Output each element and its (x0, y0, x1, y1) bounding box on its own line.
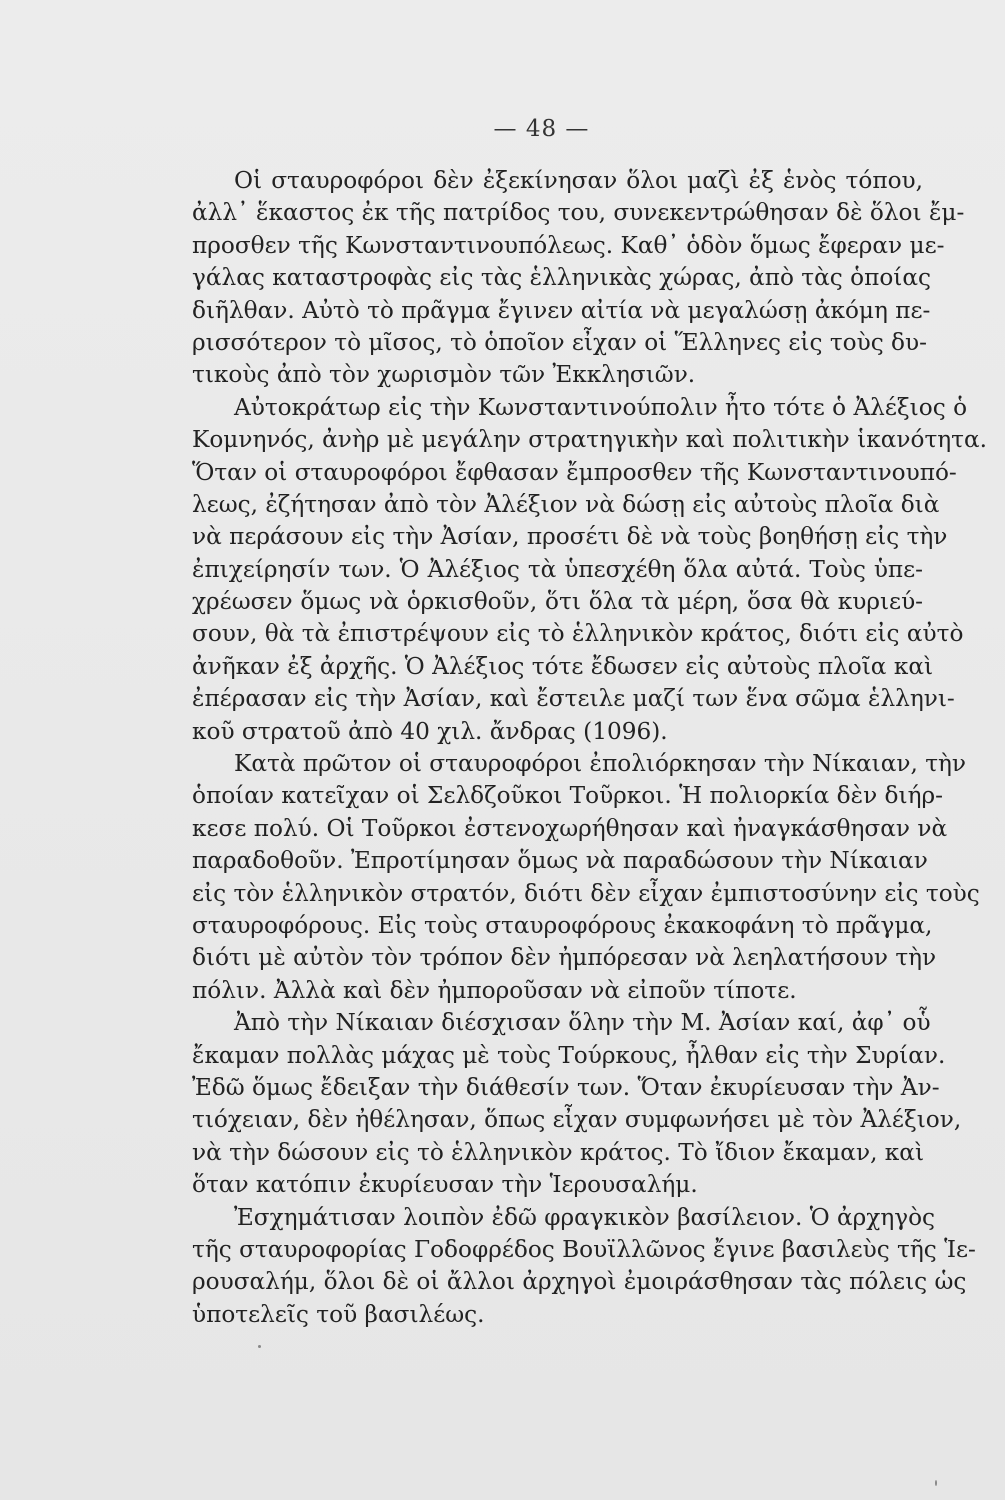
page-number: — 48 — (493, 116, 590, 142)
text-line: εἰς τὸν ἑλληνικὸν στρατόν, διότι δὲν εἶχαν ἐμπιστοσύνην εἰς τοὺς (192, 879, 980, 907)
text-line: κεσε πολύ. Οἱ Τοῦρκοι ἐστενοχωρήθησαν καὶ ἠναγκάσθησαν νὰ (192, 814, 948, 842)
text-line: ἀνῆκαν ἐξ ἀρχῆς. Ὁ Ἀλέξιος τότε ἔδωσεν εἰς αὐτοὺς πλοῖα καὶ (192, 652, 934, 680)
text-line: τῆς σταυροφορίας Γοδοφρέδος Βουϊλλῶνος ἔγινε βασιλεὺς τῆς Ἱε- (192, 1235, 976, 1263)
text-line: παραδοθοῦν. Ἐπροτίμησαν ὅμως νὰ παραδώσουν τὴν Νίκαιαν (192, 847, 928, 875)
text-line: νὰ περάσουν εἰς τὴν Ἀσίαν, προσέτι δὲ νὰ τοὺς βοηθήσῃ εἰς τὴν (192, 523, 948, 551)
body-text (192, 165, 988, 1331)
text-line: κοῦ στρατοῦ ἀπὸ 40 χιλ. ἄνδρας (1096). (192, 717, 668, 745)
paragraph-5 (192, 1202, 976, 1332)
text-line: λεως, ἐζήτησαν ἀπὸ τὸν Ἀλέξιον νὰ δώσῃ εἰς αὐτοὺς πλοῖα διὰ (192, 490, 940, 518)
text-line: διότι μὲ αὐτὸν τὸν τρόπον δὲν ἠμπόρεσαν νὰ λεηλατήσουν τὴν (192, 944, 937, 972)
paper-speck (258, 1345, 261, 1348)
text-line: Ἀπὸ τὴν Νίκαιαν διέσχισαν ὅλην τὴν Μ. Ἀσίαν καί, ἀφ᾽ οὗ (234, 1009, 931, 1037)
paragraph-1 (192, 165, 965, 392)
text-line: διῆλθαν. Αὐτὸ τὸ πρᾶγμα ἔγινεν αἰτία νὰ μεγαλώσῃ ἀκόμη πε- (192, 296, 931, 324)
text-line: γάλας καταστροφὰς εἰς τὰς ἑλληνικὰς χώρας, ἀπὸ τὰς ὁποίας (192, 264, 932, 292)
text-line: ὁποίαν κατεῖχαν οἱ Σελδζοῦκοι Τοῦρκοι. Ἡ πολιορκία δὲν διήρ- (192, 782, 943, 810)
paragraph-4 (192, 1007, 962, 1201)
text-line: Αὐτοκράτωρ εἰς τὴν Κωνσταντινούπολιν ἦτο τότε ὁ Ἀλέξιος ὁ (234, 393, 968, 421)
text-line: τικοὺς ἀπὸ τὸν χωρισμὸν τῶν Ἐκκλησιῶν. (192, 361, 696, 389)
text-line: σταυροφόρους. Εἰς τοὺς σταυροφόρους ἐκακοφάνη τὸ πρᾶγμα, (192, 911, 933, 939)
text-line: σουν, θὰ τὰ ἐπιστρέψουν εἰς τὸ ἑλληνικὸν κράτος, διότι εἰς αὐτὸ (192, 620, 964, 648)
text-line: Κομνηνός, ἀνὴρ μὲ μεγάλην στρατηγικὴν καὶ πολιτικὴν ἱκανότητα. (192, 426, 988, 454)
text-line: ἀλλ᾽ ἕκαστος ἐκ τῆς πατρίδος του, συνεκεντρώθησαν δὲ ὅλοι ἔμ- (192, 199, 965, 227)
text-line: Ὅταν οἱ σταυροφόροι ἔφθασαν ἔμπροσθεν τῆς Κωνσταντινουπό- (192, 458, 957, 486)
text-line: ἐπιχείρησίν των. Ὁ Ἀλέξιος τὰ ὑπεσχέθη ὅλα αὐτά. Τοὺς ὑπε- (192, 555, 923, 583)
paper-speck (935, 1480, 937, 1486)
text-line: ρισσότερον τὸ μῖσος, τὸ ὁποῖον εἶχαν οἱ Ἕλληνες εἰς τοὺς δυ- (192, 328, 927, 356)
text-line: ρουσαλήμ, ὅλοι δὲ οἱ ἄλλοι ἀρχηγοὶ ἐμοιράσθησαν τὰς πόλεις ὡς (192, 1268, 967, 1296)
text-line: ἔκαμαν πολλὰς μάχας μὲ τοὺς Τούρκους, ἦλθαν εἰς τὴν Συρίαν. (192, 1041, 946, 1069)
text-line: Κατὰ πρῶτον οἱ σταυροφόροι ἐπολιόρκησαν τὴν Νίκαιαν, τὴν (234, 750, 967, 778)
text-line: τιόχειαν, δὲν ἠθέλησαν, ὅπως εἶχαν συμφωνήσει μὲ τὸν Ἀλέξιον, (192, 1106, 962, 1134)
text-line: Οἱ σταυροφόροι δὲν ἐξεκίνησαν ὅλοι μαζὶ ἐξ ἑνὸς τόπου, (234, 167, 923, 194)
text-line: Ἐδῶ ὅμως ἔδειξαν τὴν διάθεσίν των. Ὅταν ἐκυρίευσαν τὴν Ἀν- (192, 1073, 940, 1101)
text-line: ὑποτελεῖς τοῦ βασιλέως. (192, 1300, 485, 1328)
text-line: προσθεν τῆς Κωνσταντινουπόλεως. Καθ᾽ ὁδὸν ὅμως ἔφεραν με- (192, 231, 945, 259)
paragraph-3 (192, 748, 980, 1007)
paragraph-2 (192, 392, 988, 748)
text-line: ἐπέρασαν εἰς τὴν Ἀσίαν, καὶ ἔστειλε μαζί των ἕνα σῶμα ἑλληνι- (192, 685, 955, 713)
text-line: ὅταν κατόπιν ἐκυρίευσαν τὴν Ἱερουσαλήμ. (192, 1171, 698, 1199)
text-line: νὰ τὴν δώσουν εἰς τὸ ἑλληνικὸν κράτος. Τὸ ἴδιον ἔκαμαν, καὶ (192, 1138, 925, 1166)
text-line: Ἐσχημάτισαν λοιπὸν ἐδῶ φραγκικὸν βασίλειον. Ὁ ἀρχηγὸς (234, 1203, 936, 1231)
text-line: πόλιν. Ἀλλὰ καὶ δὲν ἠμποροῦσαν νὰ εἰποῦν τίποτε. (192, 976, 797, 1004)
text-line: χρέωσεν ὅμως νὰ ὁρκισθοῦν, ὅτι ὅλα τὰ μέρη, ὅσα θὰ κυριεύ- (192, 588, 923, 616)
